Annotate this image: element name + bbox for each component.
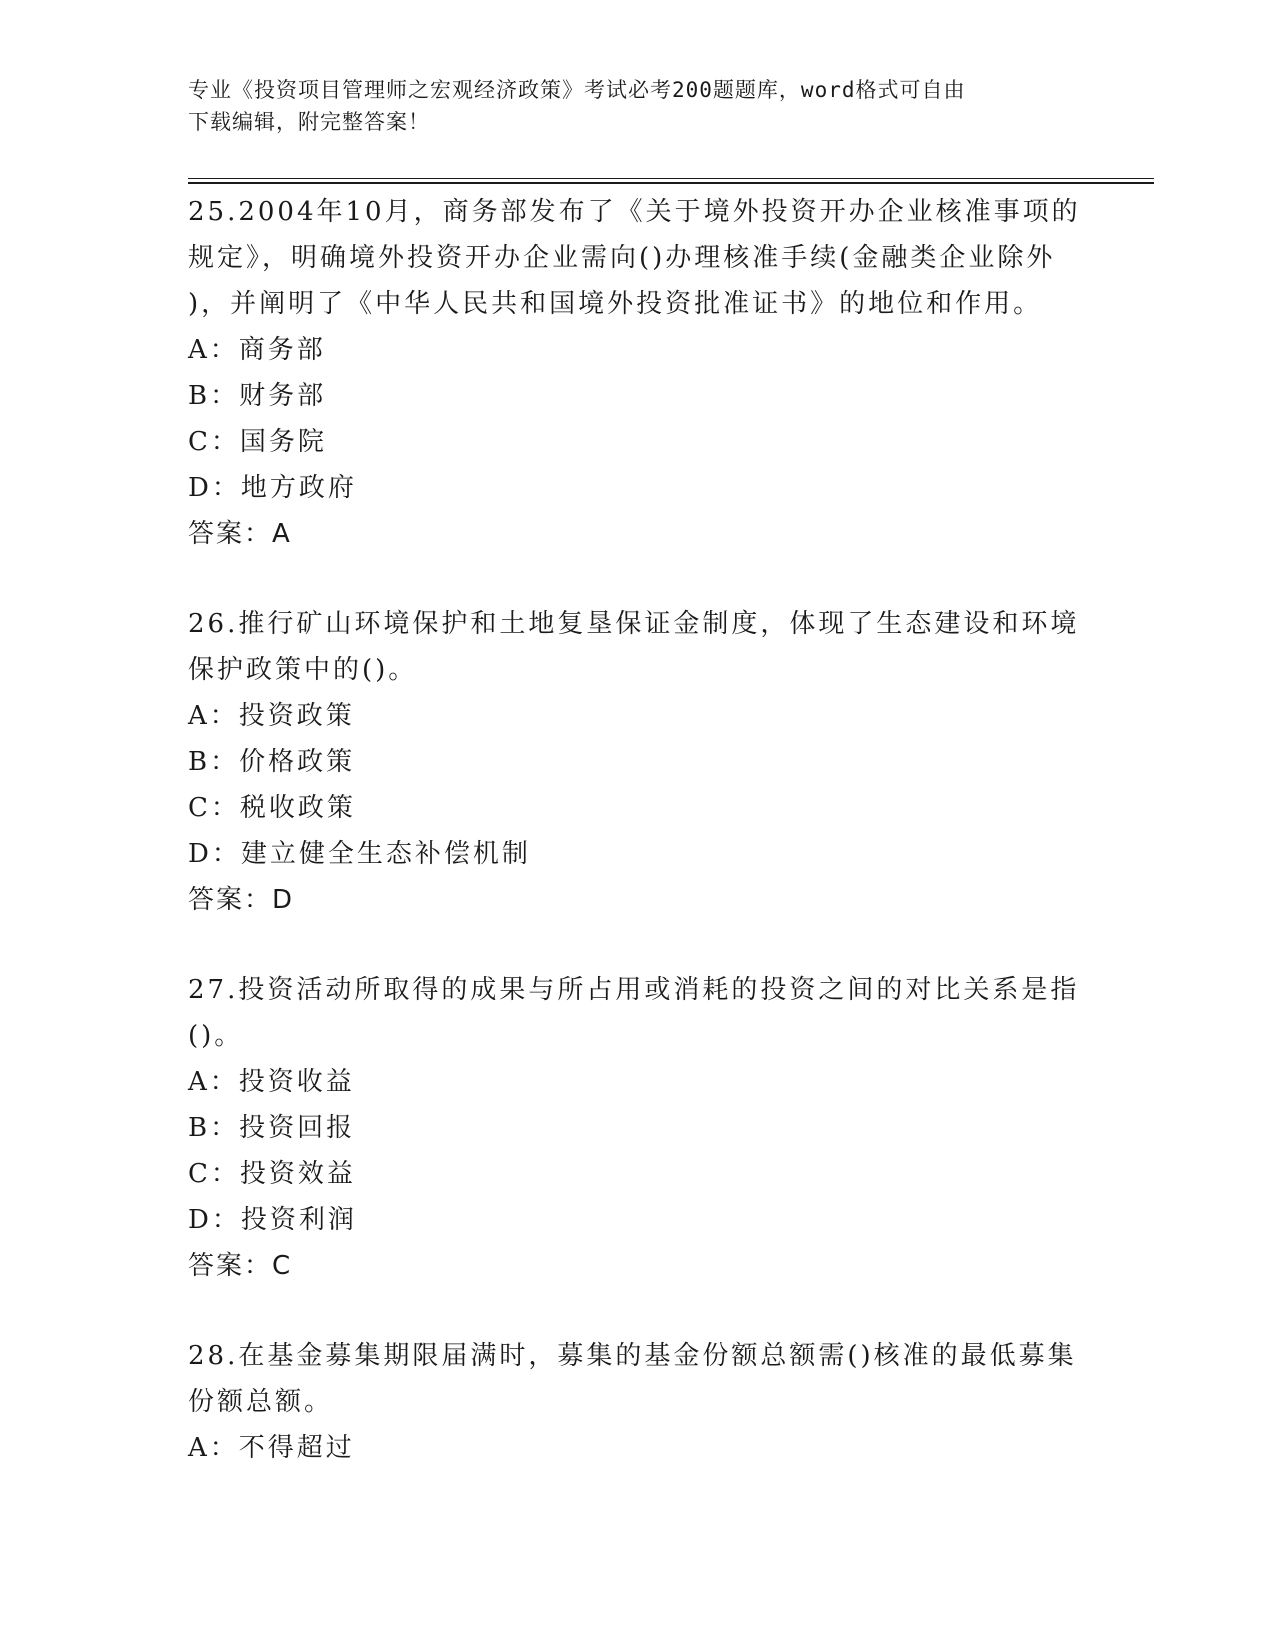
question-text-line: 25.2004年10月，商务部发布了《关于境外投资开办企业核准事项的 — [188, 197, 1081, 227]
option-b: B：价格政策 — [188, 747, 356, 777]
document-header — [188, 74, 1088, 138]
question-text-line: 保护政策中的()。 — [188, 655, 418, 685]
header-divider-thin — [188, 178, 1154, 179]
question-text-line: 份额总额。 — [188, 1387, 334, 1417]
option-d: D：地方政府 — [188, 473, 357, 503]
header-line-2: 下载编辑，附完整答案！ — [188, 110, 430, 134]
question-text-line: 规定》，明确境外投资开办企业需向()办理核准手续(金融类企业除外 — [188, 243, 1056, 273]
option-d: D：建立健全生态补偿机制 — [188, 839, 531, 869]
answer: 答案：A — [188, 519, 292, 549]
option-b: B：投资回报 — [188, 1113, 356, 1143]
option-a: A：投资收益 — [188, 1067, 355, 1097]
question-text-line: 26.推行矿山环境保护和土地复垦保证金制度，体现了生态建设和环境 — [188, 609, 1080, 639]
option-a: A：不得超过 — [188, 1433, 355, 1463]
question-text-line: ()。 — [188, 1021, 244, 1051]
option-c: C：税收政策 — [188, 793, 356, 823]
answer: 答案：C — [188, 1251, 293, 1281]
header-line-1: 专业《投资项目管理师之宏观经济政策》考试必考200题题库，word格式可自由 — [188, 78, 966, 102]
option-a: A：商务部 — [188, 335, 326, 365]
question-25 — [188, 189, 1088, 557]
option-c: C：投资效益 — [188, 1159, 356, 1189]
question-text-line: 28.在基金募集期限届满时，募集的基金份额总额需()核准的最低募集 — [188, 1341, 1077, 1371]
question-27 — [188, 967, 1088, 1289]
question-text-line: )，并阐明了《中华人民共和国境外投资批准证书》的地位和作用。 — [188, 289, 1043, 319]
option-c: C：国务院 — [188, 427, 327, 457]
answer: 答案：D — [188, 885, 295, 915]
question-28 — [188, 1333, 1088, 1471]
question-text-line: 27.投资活动所取得的成果与所占用或消耗的投资之间的对比关系是指 — [188, 975, 1080, 1005]
question-list — [188, 189, 1088, 1515]
question-26 — [188, 601, 1088, 923]
option-b: B：财务部 — [188, 381, 327, 411]
option-d: D：投资利润 — [188, 1205, 357, 1235]
option-a: A：投资政策 — [188, 701, 355, 731]
header-divider-thick — [188, 182, 1154, 184]
